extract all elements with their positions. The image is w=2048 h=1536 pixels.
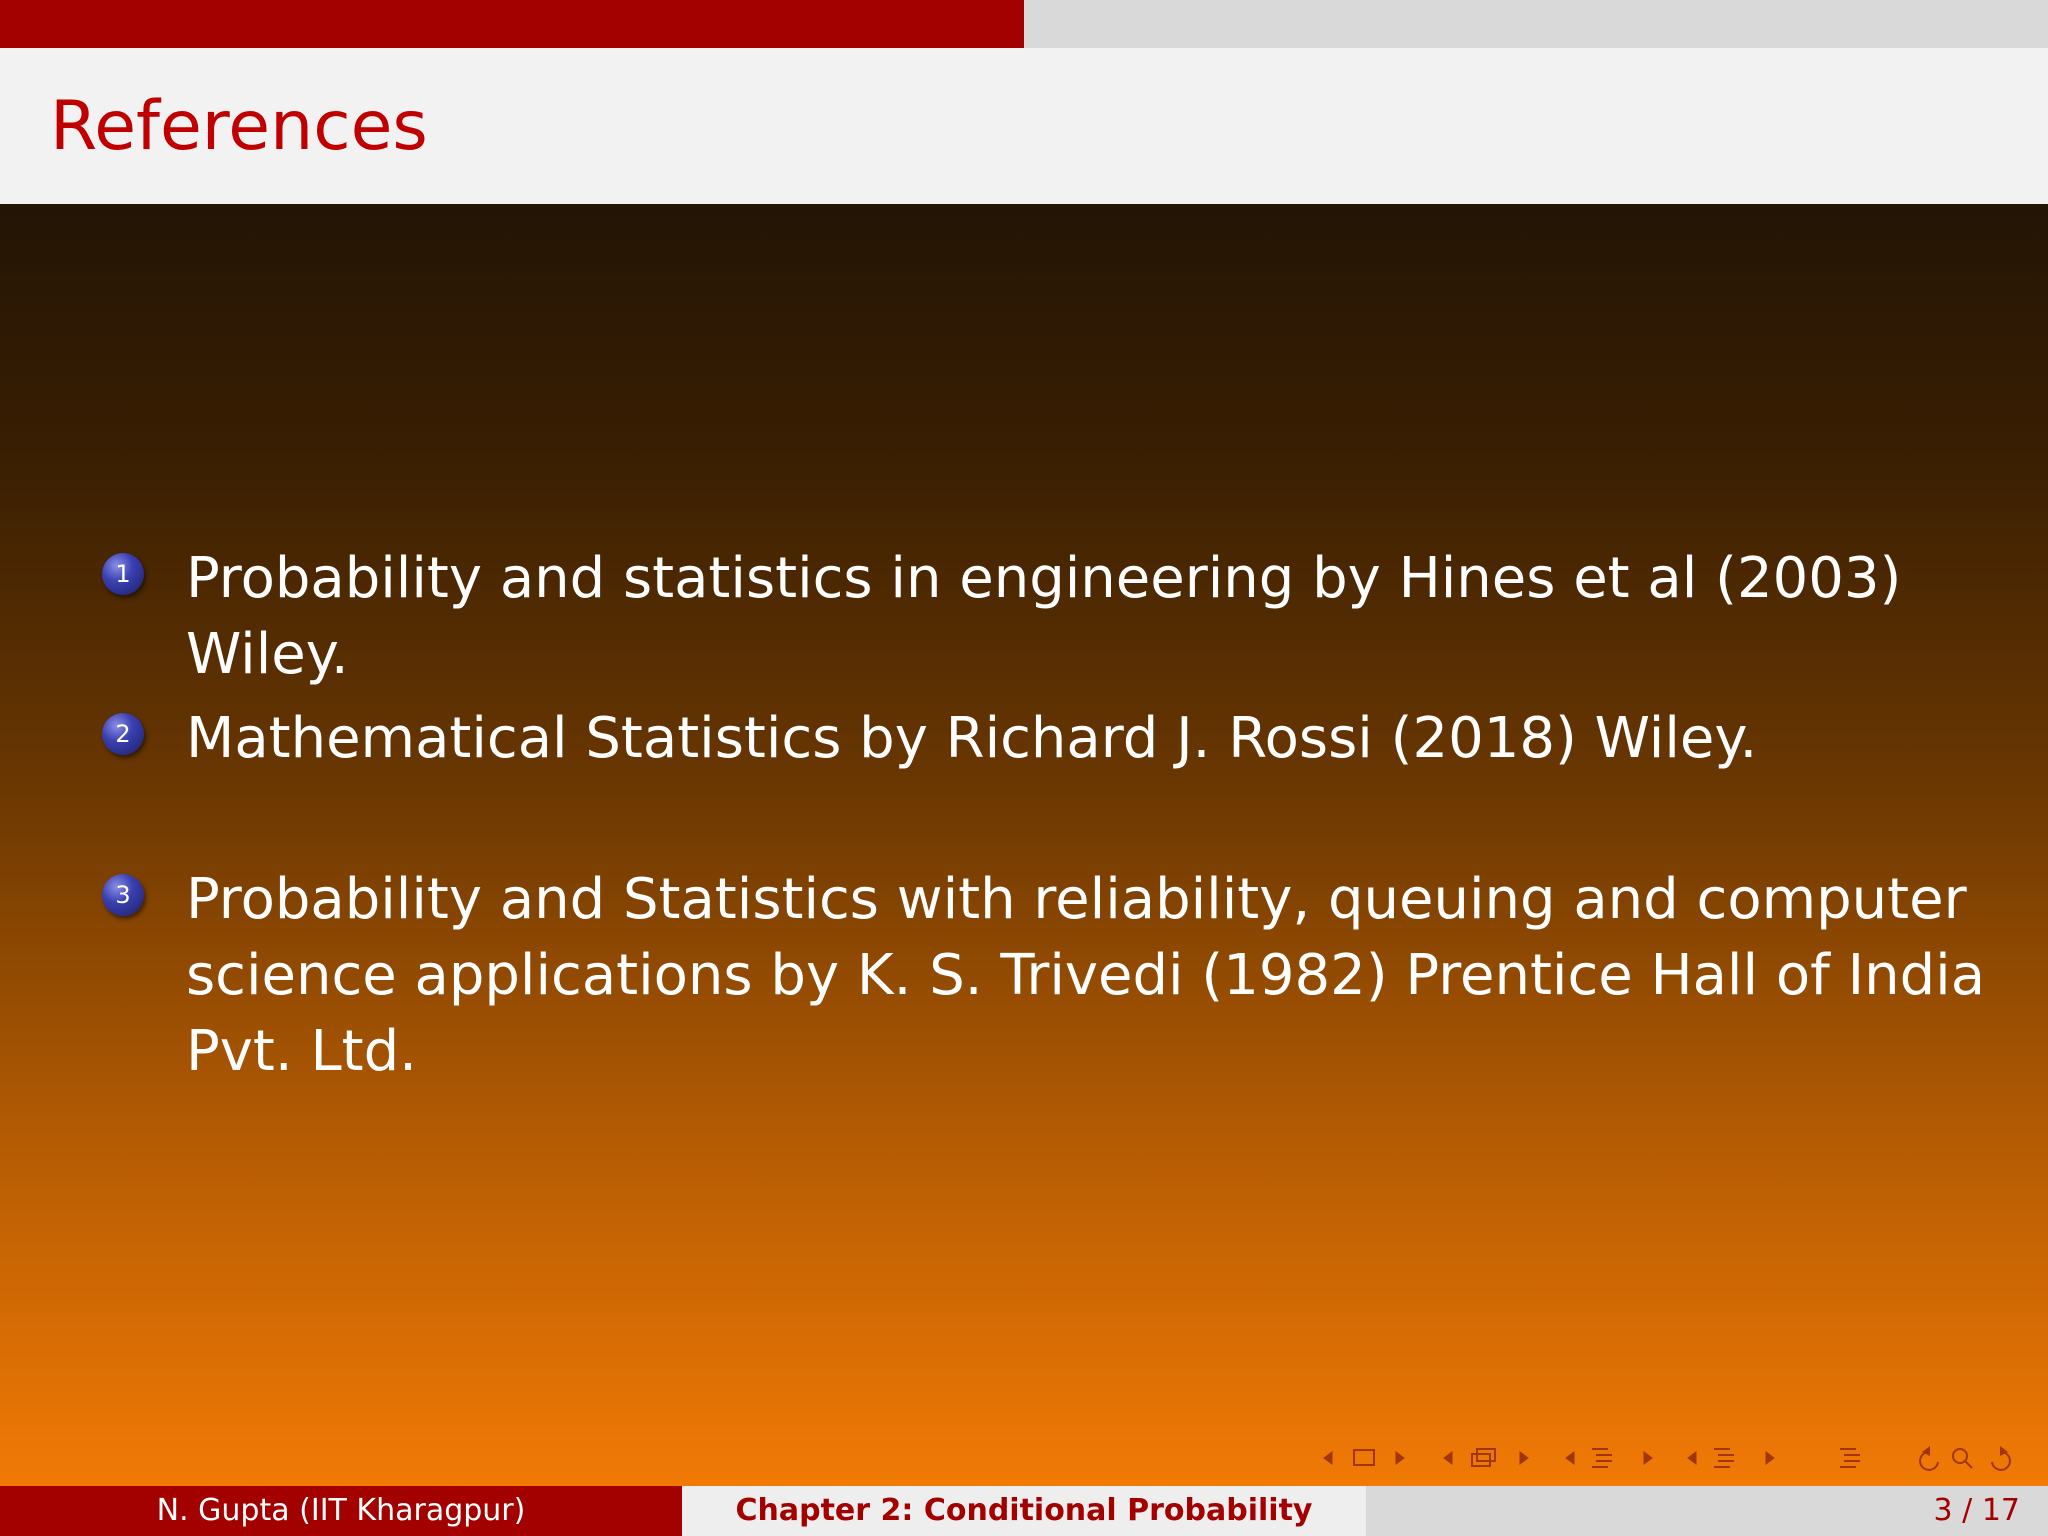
- page-title: References: [50, 87, 428, 166]
- frame-icon[interactable]: [1354, 1450, 1374, 1465]
- title-bar: [0, 48, 2048, 204]
- next-frame-icon[interactable]: [1396, 1452, 1404, 1464]
- progress-bar: [0, 0, 2048, 48]
- footer-page-number: 3 / 17: [1366, 1486, 2048, 1536]
- reference-text: Probability and statistics in engineering by Hines et al (2003) Wiley.: [186, 546, 1902, 687]
- next-section-icon[interactable]: [1644, 1452, 1652, 1464]
- footer-chapter: Chapter 2: Conditional Probability: [682, 1486, 1366, 1536]
- undo-icon[interactable]: [1920, 1446, 1938, 1470]
- prev-doc-icon[interactable]: [1688, 1452, 1696, 1464]
- progress-bar-fill: [0, 0, 1024, 48]
- next-doc-icon[interactable]: [1766, 1452, 1774, 1464]
- prev-frame-icon[interactable]: [1324, 1452, 1332, 1464]
- footer-author: N. Gupta (IIT Kharagpur): [0, 1486, 682, 1536]
- reference-text: Mathematical Statistics by Richard J. Rossi (2018) Wiley.: [186, 706, 1758, 771]
- slide-content: [0, 204, 2048, 1488]
- doc-icon[interactable]: [1714, 1449, 1734, 1467]
- footer: [0, 1486, 2048, 1536]
- next-subsection-icon[interactable]: [1520, 1452, 1528, 1464]
- item-number-badge: 2: [102, 713, 144, 755]
- subsection-icon[interactable]: [1472, 1449, 1495, 1466]
- item-number-badge: 1: [102, 553, 144, 595]
- item-number-badge: 3: [102, 874, 144, 916]
- search-icon[interactable]: [1953, 1449, 1972, 1468]
- toc-icon[interactable]: [1840, 1449, 1860, 1467]
- section-icon[interactable]: [1592, 1449, 1612, 1467]
- redo-icon[interactable]: [1992, 1446, 2010, 1470]
- prev-section-icon[interactable]: [1566, 1452, 1574, 1464]
- reference-text: Probability and Statistics with reliability, queuing and computer science applications by K. S. Trivedi (1982) Prentice Hall of India Pvt. Ltd.: [186, 867, 1986, 1084]
- prev-subsection-icon[interactable]: [1444, 1452, 1452, 1464]
- navigation-bar: [1310, 1440, 2030, 1476]
